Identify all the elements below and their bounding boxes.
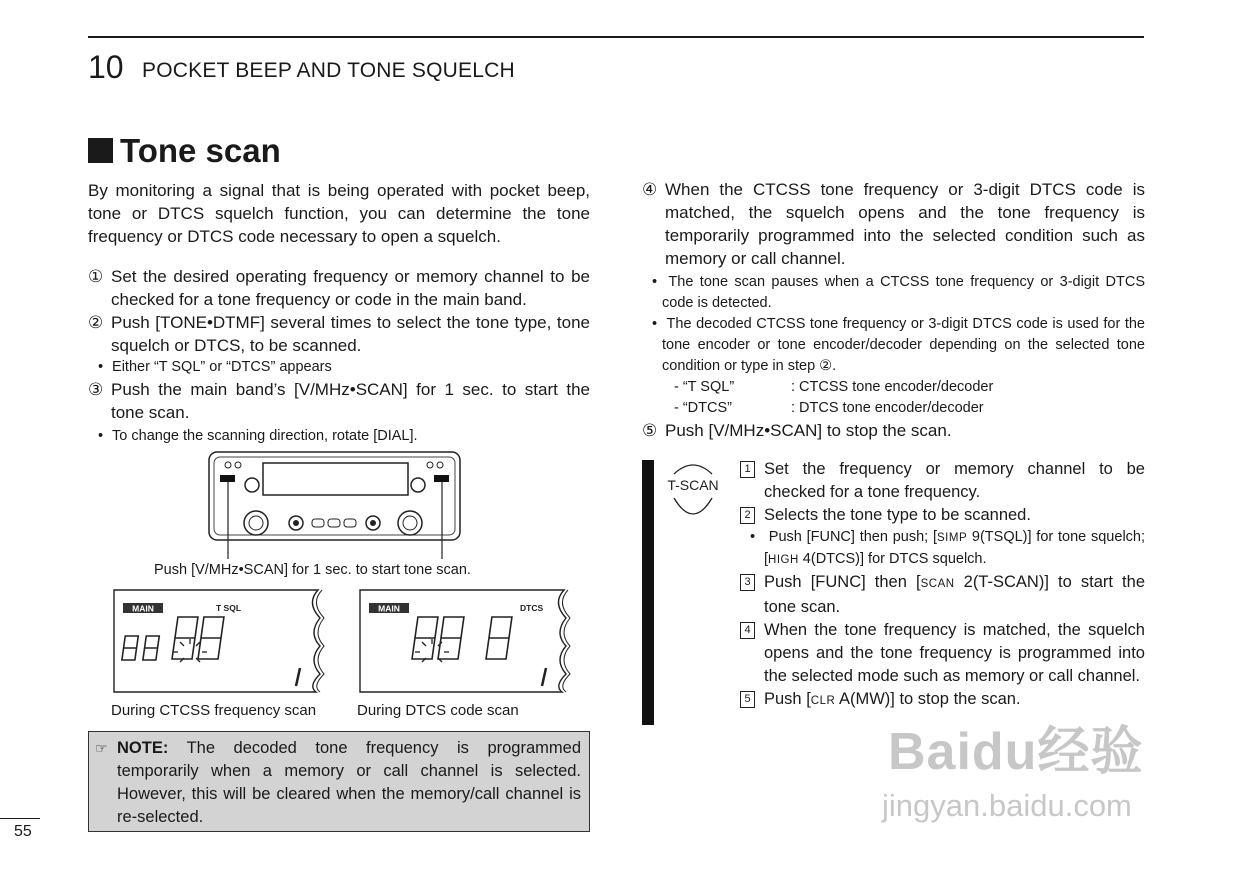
header-rule — [88, 36, 1144, 38]
qr-step-2-note: • Push [FUNC] then push; [SIMP 9(TSQL)] for tone squelch; [HIGH 4(DTCS)] for DTCS squelch. — [750, 529, 1146, 567]
step-3-note: • To change the scanning direction, rotate [DIAL]. — [98, 428, 418, 444]
watermark-logo: Baidu经验 — [888, 723, 1144, 781]
lcd-dtcs-badge: MAIN — [378, 603, 400, 614]
step-note-text: The tone scan pauses when a CTCSS tone frequency or 3-digit DTCS code is detected. — [662, 274, 1145, 311]
step-note-text: The decoded CTCSS tone frequency or 3-digit DTCS code is used for the tone encoder or tone encoder/decoder depending on the selected tone condition or type in step ②. — [662, 316, 1145, 374]
qr-step-number: 4 — [740, 622, 755, 639]
condition-value: : DTCS tone encoder/decoder — [791, 400, 984, 416]
note-body: The decoded tone frequency is programmed temporarily when a memory or call channel is selected. However, this will be cleared when the memory/call channel is re-selected. — [117, 739, 581, 826]
lcd-dtcs-display — [356, 588, 576, 706]
section-title-text: Tone scan — [120, 132, 281, 169]
step-4-note-2: • The decoded CTCSS tone frequency or 3-digit DTCS code is used for the tone encoder or tone encoder/decoder depending on the selected tone condition or type in step ②. — [652, 316, 1145, 374]
right-dial-knob — [398, 511, 422, 535]
condition-key: - “T SQL” — [674, 379, 735, 395]
qr-step-number: 2 — [740, 507, 755, 524]
page-number-rule — [0, 818, 40, 819]
step-4-note-1: • The tone scan pauses when a CTCSS tone frequency or 3-digit DTCS code is detected. — [652, 274, 1145, 311]
lcd-ctcss — [110, 588, 330, 706]
left-dial-knob — [244, 511, 268, 535]
qr-step-number: 1 — [740, 461, 755, 478]
step-3 — [88, 378, 590, 424]
intro-text: By monitoring a signal that is being operated with pocket beep, tone or DTCS squelch function, you can determine the tone frequency or DTCS code necessary to open a squelch. — [88, 181, 590, 246]
step-2 — [88, 311, 590, 357]
radio-caption: Push [V/MHz•SCAN] for 1 sec. to start tone scan. — [154, 562, 471, 578]
lcd-dtcs-caption: During DTCS code scan — [357, 702, 519, 719]
right-scan-key — [434, 475, 449, 482]
qr-step-number: 3 — [740, 574, 755, 591]
lcd-ctcss-mode: T SQL — [216, 603, 242, 613]
condition-value: : CTCSS tone encoder/decoder — [791, 379, 994, 395]
step-text: Push the main band’s [V/MHz•SCAN] for 1 sec. to start the tone scan. — [111, 380, 590, 422]
condition-tsql — [642, 377, 1145, 398]
lcd-ctcss-caption: During CTCSS frequency scan — [111, 702, 317, 719]
step-number: ④ — [642, 180, 658, 199]
note-box — [88, 731, 590, 832]
qr-step-text: When the tone frequency is matched, the squelch opens and the tone frequency is programmed into the selected mode such as memory or call channel. — [764, 621, 1145, 685]
radio-front-panel — [208, 451, 461, 569]
qr-step-2 — [740, 504, 1145, 527]
qr-step-5: 5 Push [CLR A(MW)] to stop the scan. — [740, 688, 1145, 713]
step-text: Set the desired operating frequency or memory channel to be checked for a tone frequency or code in the main band. — [111, 267, 590, 309]
step-number: ③ — [88, 380, 104, 399]
lcd-dtcs — [356, 588, 576, 706]
step-number: ⑤ — [642, 421, 658, 440]
condition-key: - “DTCS” — [674, 400, 732, 416]
qr-step-3: 3 Push [FUNC] then [SCAN 2(T-SCAN)] to start the tone scan. — [740, 571, 1145, 619]
intro-paragraph — [88, 179, 590, 248]
pointing-hand-icon: ☞ — [95, 740, 108, 756]
section-bullet-icon — [88, 138, 113, 163]
step-text: Push [V/MHz•SCAN] to stop the scan. — [665, 421, 952, 440]
chapter-title: POCKET BEEP AND TONE SQUELCH — [142, 59, 515, 82]
lcd-dtcs-mode: DTCS — [520, 603, 544, 613]
left-scan-key — [220, 475, 235, 482]
page-number: 55 — [14, 823, 32, 840]
step-2-note: • Either “T SQL” or “DTCS” appears — [98, 359, 332, 375]
watermark-url: jingyan.baidu.com — [882, 788, 1132, 823]
qr-step-text: Selects the tone type to be scanned. — [764, 506, 1031, 524]
quick-reference-steps — [740, 458, 1145, 713]
qr-step-text: Set the frequency or memory channel to be checked for a tone frequency. — [764, 460, 1145, 501]
step-note-text: To change the scanning direction, rotate [DIAL]. — [112, 428, 418, 444]
step-number: ② — [88, 313, 104, 332]
t-scan-key-label: T-SCAN — [667, 477, 719, 493]
t-scan-key-icon — [662, 458, 724, 524]
step-text: Push [TONE•DTMF] several times to select the tone type, tone squelch or DTCS, to be scanned. — [111, 313, 590, 355]
lcd-ctcss-display — [110, 588, 330, 706]
step-1 — [88, 265, 590, 311]
steps-left — [88, 265, 590, 447]
note-text — [117, 737, 581, 829]
step-text: When the CTCSS tone frequency or 3-digit DTCS code is matched, the squelch opens and the tone frequency is temporarily programmed into the selected condition such as memory or call channel. — [665, 180, 1145, 268]
steps-right — [642, 178, 1145, 442]
qr-step-number: 5 — [740, 691, 755, 708]
note-label: NOTE: — [117, 739, 169, 757]
chapter-number: 10 — [88, 49, 124, 85]
step-note-text: Either “T SQL” or “DTCS” appears — [112, 359, 332, 375]
qr-step-4 — [740, 619, 1145, 688]
condition-dtcs — [642, 398, 1145, 419]
step-number: ① — [88, 267, 104, 286]
step-5 — [642, 419, 1145, 442]
section-title — [88, 131, 281, 171]
quick-reference-bar — [642, 460, 654, 725]
qr-step-1 — [740, 458, 1145, 504]
lcd-ctcss-badge: MAIN — [132, 603, 154, 614]
step-4 — [642, 178, 1145, 270]
